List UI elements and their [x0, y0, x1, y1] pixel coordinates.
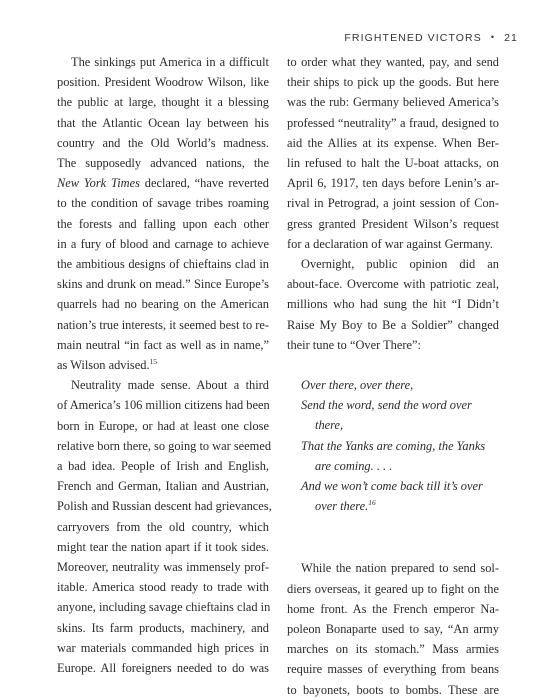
- text-line: [57, 395, 269, 415]
- text-segment: aid the Allies at its expense. When Ber-: [287, 135, 499, 150]
- text-line: [287, 193, 499, 213]
- text-segment: the forests and falling upon each other: [57, 216, 269, 231]
- footnote-marker: 15: [149, 357, 158, 367]
- text-line: [57, 315, 269, 335]
- text-segment: quarrels had no bearing on the American: [57, 297, 269, 312]
- text-segment: Neutrality made sense. About a third: [71, 378, 269, 393]
- text-line: [57, 375, 269, 395]
- text-line: [57, 214, 269, 234]
- text-segment: skins and drunk on mead.” Since Europe’s: [57, 277, 269, 292]
- text-segment: That the Yanks are coming, the Yanks: [301, 438, 486, 453]
- text-line: [57, 496, 272, 516]
- text-line: [57, 52, 269, 72]
- text-segment: French and German, Italian and Austrian,: [57, 479, 269, 494]
- text-segment: home front. As the French emperor Na-: [287, 601, 499, 616]
- text-line: [57, 638, 269, 658]
- text-line: [57, 436, 272, 456]
- text-segment: in a fury of blood and carnage to achieve: [57, 236, 269, 251]
- text-line: [287, 619, 499, 639]
- text-line: [57, 173, 269, 193]
- text-line: [57, 456, 269, 476]
- text-line: [57, 517, 269, 537]
- text-line: [57, 618, 269, 638]
- text-line: [287, 558, 499, 578]
- text-segment: to bayonets, boots to bombs. These are: [287, 682, 499, 697]
- text-segment: Raise My Boy to Be a Soldier” changed: [287, 317, 499, 332]
- text-segment: lin refused to halt the U-boat attacks, on: [287, 156, 499, 171]
- text-line: [287, 234, 499, 254]
- right-column-bottom-text: [287, 558, 499, 699]
- text-line: [287, 173, 499, 193]
- text-line: [287, 254, 499, 274]
- text-segment: about-face. Overcome with patriotic zeal,: [287, 277, 499, 292]
- text-segment: skins. Its farm products, machinery, and: [57, 620, 269, 635]
- text-line: [57, 254, 269, 274]
- text-segment: marches on its stomach.” Mass armies: [287, 642, 499, 657]
- text-segment: The sinkings put America in a difficult: [71, 55, 269, 69]
- text-line: [287, 52, 499, 72]
- text-line: [57, 92, 269, 112]
- text-line: [57, 577, 269, 597]
- text-segment: to the condition of savage tribes roaming: [57, 196, 269, 211]
- text-segment: Over there, over there,: [301, 378, 414, 393]
- song-verse: [287, 375, 499, 516]
- footnote-marker: 16: [368, 498, 376, 508]
- verse-line: [287, 395, 499, 415]
- text-line: [57, 193, 269, 213]
- text-segment: gress granted President Wilson’s request: [287, 216, 499, 231]
- text-line: [287, 113, 499, 133]
- right-text-column: [287, 52, 499, 700]
- text-line: [57, 335, 269, 355]
- text-segment: there,: [315, 418, 344, 433]
- text-segment: While the nation prepared to send sol-: [301, 561, 499, 576]
- text-line: [287, 133, 499, 153]
- text-segment: the public at large, thought it a blessing: [57, 95, 269, 110]
- text-line: [57, 597, 269, 617]
- text-segment: diers overseas, it geared up to fight on the: [287, 581, 499, 596]
- text-line: [57, 72, 269, 92]
- text-segment: Send the word, send the word over: [301, 398, 472, 413]
- text-segment: the ambitious designs of chieftains clad in: [57, 257, 269, 272]
- text-line: [287, 315, 499, 335]
- text-line: [287, 274, 499, 294]
- text-segment: are coming. . . .: [315, 458, 393, 473]
- text-segment: Europe. All foreigners needed to do was: [57, 661, 269, 676]
- verse-line: [287, 476, 499, 496]
- text-segment: their tune to “Over There”:: [287, 337, 421, 352]
- text-segment: Polish and Russian descent had grievances,: [57, 499, 272, 514]
- text-segment: position. President Woodrow Wilson, like: [57, 75, 269, 90]
- text-segment: country and the Old World’s madness.: [57, 135, 269, 150]
- right-column-top-text: [287, 52, 499, 355]
- text-segment: poleon Bonaparte used to say, “An army: [287, 622, 499, 637]
- italic-title: New York Times: [57, 176, 140, 191]
- text-segment: Moreover, neutrality was immensely prof-: [57, 560, 269, 575]
- text-line: [57, 476, 269, 496]
- verse-spacing-top: [287, 355, 499, 375]
- text-segment: millions who had sung the hit “I Didn’t: [287, 297, 499, 312]
- verse-line: [287, 375, 499, 395]
- text-line: [57, 274, 269, 294]
- text-segment: over there.: [315, 499, 369, 514]
- text-line: [287, 294, 499, 314]
- text-segment: main neutral “in fact as well as in name,”: [57, 337, 269, 352]
- text-line: [57, 113, 269, 133]
- text-line: [57, 355, 269, 375]
- page-number: 21: [504, 32, 518, 44]
- text-segment: might tear the nation apart if it took sides.: [57, 539, 269, 554]
- verse-line: [287, 456, 499, 476]
- text-segment: for a declaration of war against Germany.: [287, 236, 493, 251]
- text-line: [287, 72, 499, 92]
- text-segment: professed “neutrality” a fraud, designed to: [287, 115, 499, 130]
- text-segment: was the rub: Germany believed America’s: [287, 95, 499, 110]
- text-line: [57, 294, 269, 314]
- text-segment: war materials commanded high prices in: [57, 640, 269, 655]
- header-separator: •: [490, 32, 496, 42]
- text-segment: declared, “have reverted: [139, 176, 269, 191]
- running-head: [344, 32, 518, 44]
- text-segment: of America’s 106 million citizens had been: [57, 398, 270, 413]
- text-segment: require masses of everything from beans: [287, 662, 499, 677]
- verse-line: [287, 415, 499, 435]
- text-segment: born in Europe, or had at least one close: [57, 418, 269, 433]
- text-line: [287, 680, 499, 700]
- left-text-column: [57, 52, 272, 678]
- text-line: [57, 416, 269, 436]
- text-segment: as Wilson advised.: [57, 358, 150, 373]
- text-segment: carryovers from the old country, which: [57, 519, 269, 534]
- text-line: [57, 153, 269, 173]
- verse-spacing-bottom: [287, 516, 499, 558]
- verse-line: [287, 496, 499, 516]
- text-segment: rival in Petrograd, a joint session of Con-: [287, 196, 499, 211]
- text-line: [287, 92, 499, 112]
- text-line: [57, 557, 269, 577]
- text-segment: a bad idea. People of Irish and English,: [57, 459, 269, 474]
- verse-line: [287, 436, 499, 456]
- text-line: [287, 599, 499, 619]
- text-segment: Overnight, public opinion did an: [301, 257, 499, 272]
- text-line: [287, 579, 499, 599]
- text-segment: relative born there, so going to war seemed: [57, 438, 272, 453]
- text-line: [57, 658, 269, 678]
- text-segment: their ships to pick up the goods. But here: [287, 75, 499, 90]
- text-line: [57, 133, 269, 153]
- text-segment: And we won’t come back till it’s over: [301, 479, 483, 494]
- text-line: [287, 659, 499, 679]
- text-line: [57, 537, 269, 557]
- text-segment: to order what they wanted, pay, and send: [287, 55, 499, 69]
- text-line: [287, 639, 499, 659]
- text-line: [287, 214, 499, 234]
- text-line: [287, 153, 499, 173]
- text-segment: nation’s true interests, it seemed best to re-: [57, 317, 269, 332]
- text-segment: that the Atlantic Ocean lay between his: [57, 115, 269, 130]
- text-segment: The supposedly advanced nations, the: [57, 156, 269, 171]
- text-segment: itable. America stood ready to trade with: [57, 580, 269, 595]
- text-line: [57, 234, 269, 254]
- running-title: FRIGHTENED VICTORS: [344, 32, 482, 44]
- text-segment: April 6, 1917, ten days before Lenin’s ar-: [287, 176, 499, 191]
- text-line: [287, 335, 499, 355]
- text-segment: anyone, including savage chieftains clad in: [57, 600, 271, 615]
